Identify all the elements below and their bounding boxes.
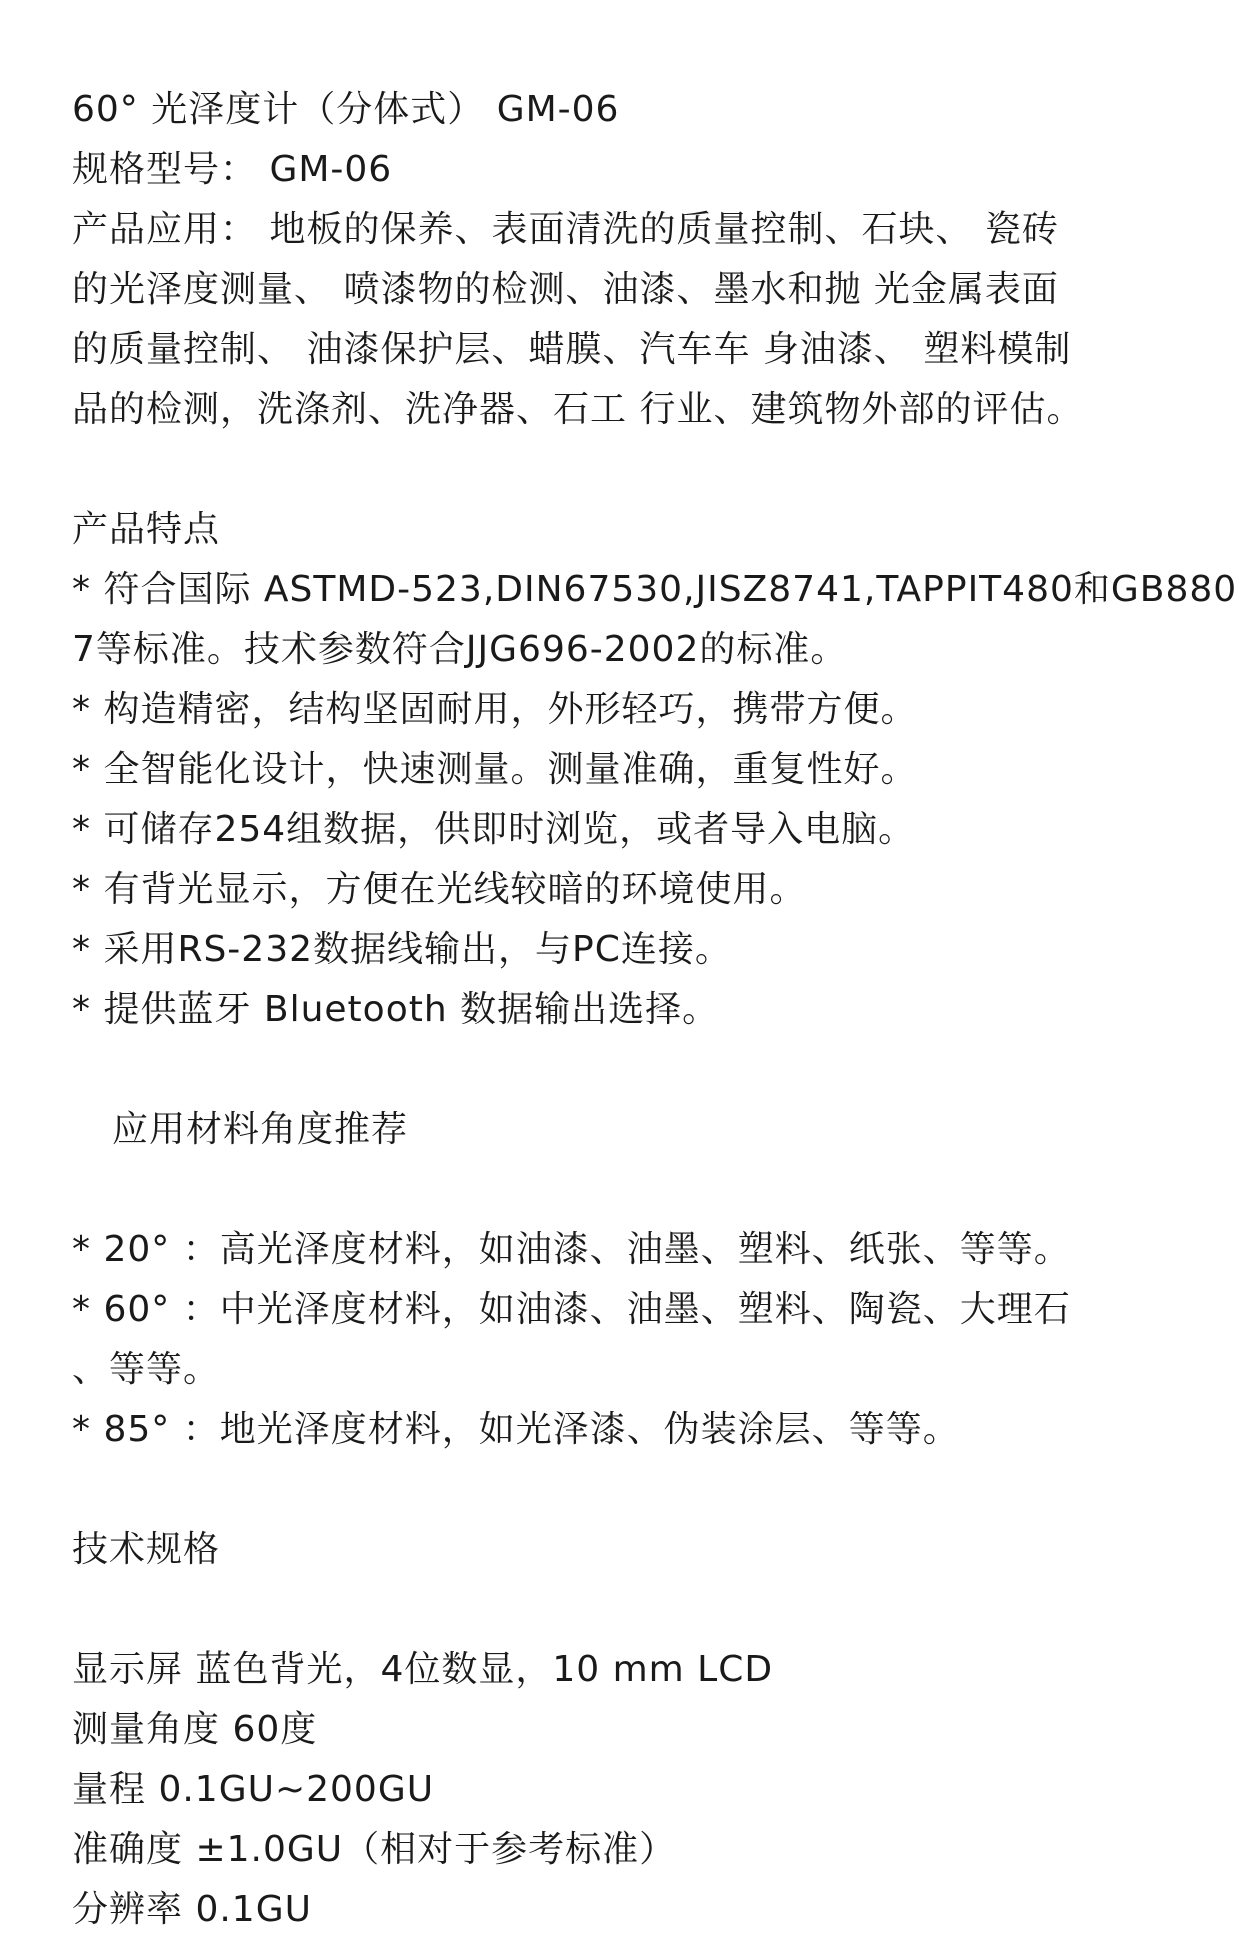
angle-line: * 20° ：高光泽度材料，如油漆、油墨、塑料、纸张、等等。 bbox=[72, 1229, 1071, 1270]
application-line: 品的检测，洗涤剂、洗净器、石工 行业、建筑物外部的评估。 bbox=[72, 389, 1084, 430]
application-line: 的光泽度测量、 喷漆物的检测、油漆、墨水和抛 光金属表面 bbox=[72, 269, 1059, 310]
specs-heading: 技术规格 bbox=[72, 1529, 221, 1570]
spec-line: 分辨率 0.1GU bbox=[72, 1889, 312, 1930]
angle-line: * 85° ：地光泽度材料，如光泽漆、伪装涂层、等等。 bbox=[72, 1409, 960, 1450]
angles-heading: 应用材料角度推荐 bbox=[112, 1109, 409, 1150]
spacer bbox=[72, 1460, 1182, 1520]
spacer bbox=[72, 1040, 1182, 1100]
product-model: 规格型号： GM-06 bbox=[72, 149, 393, 190]
spec-line: 量程 0.1GU~200GU bbox=[72, 1769, 435, 1810]
feature-line: * 提供蓝牙 Bluetooth 数据输出选择。 bbox=[72, 989, 720, 1030]
feature-line: * 全智能化设计，快速测量。测量准确，重复性好。 bbox=[72, 749, 918, 790]
feature-line: * 有背光显示，方便在光线较暗的环境使用。 bbox=[72, 869, 807, 910]
feature-line: * 采用RS-232数据线输出，与PC连接。 bbox=[72, 929, 732, 970]
feature-line: 7等标准。技术参数符合JJG696-2002的标准。 bbox=[72, 629, 848, 670]
spec-line: 显示屏 蓝色背光，4位数显，10 mm LCD bbox=[72, 1649, 774, 1690]
features-heading: 产品特点 bbox=[72, 509, 221, 550]
product-title: 60° 光泽度计（分体式） GM-06 bbox=[72, 89, 620, 130]
application-line: 的质量控制、 油漆保护层、蜡膜、汽车车 身油漆、 塑料模制 bbox=[72, 329, 1072, 370]
feature-line: * 可储存254组数据，供即时浏览，或者导入电脑。 bbox=[72, 809, 916, 850]
feature-line: * 符合国际 ASTMD-523,DIN67530,JISZ8741,TAPPIT480和GB880 bbox=[72, 569, 1238, 610]
spec-line: 测量角度 60度 bbox=[72, 1709, 318, 1750]
spec-line: 准确度 ±1.0GU（相对于参考标准） bbox=[72, 1829, 677, 1870]
angle-line: * 60° ：中光泽度材料，如油漆、油墨、塑料、陶瓷、大理石 bbox=[72, 1289, 1071, 1330]
spacer bbox=[72, 440, 1182, 500]
document-body bbox=[72, 80, 1238, 1940]
feature-line: * 构造精密，结构坚固耐用，外形轻巧，携带方便。 bbox=[72, 689, 918, 730]
spacer bbox=[72, 1160, 1182, 1220]
angle-line: 、等等。 bbox=[72, 1349, 221, 1390]
spacer bbox=[72, 1580, 1182, 1640]
application-line: 产品应用： 地板的保养、表面清洗的质量控制、石块、 瓷砖 bbox=[72, 209, 1059, 250]
